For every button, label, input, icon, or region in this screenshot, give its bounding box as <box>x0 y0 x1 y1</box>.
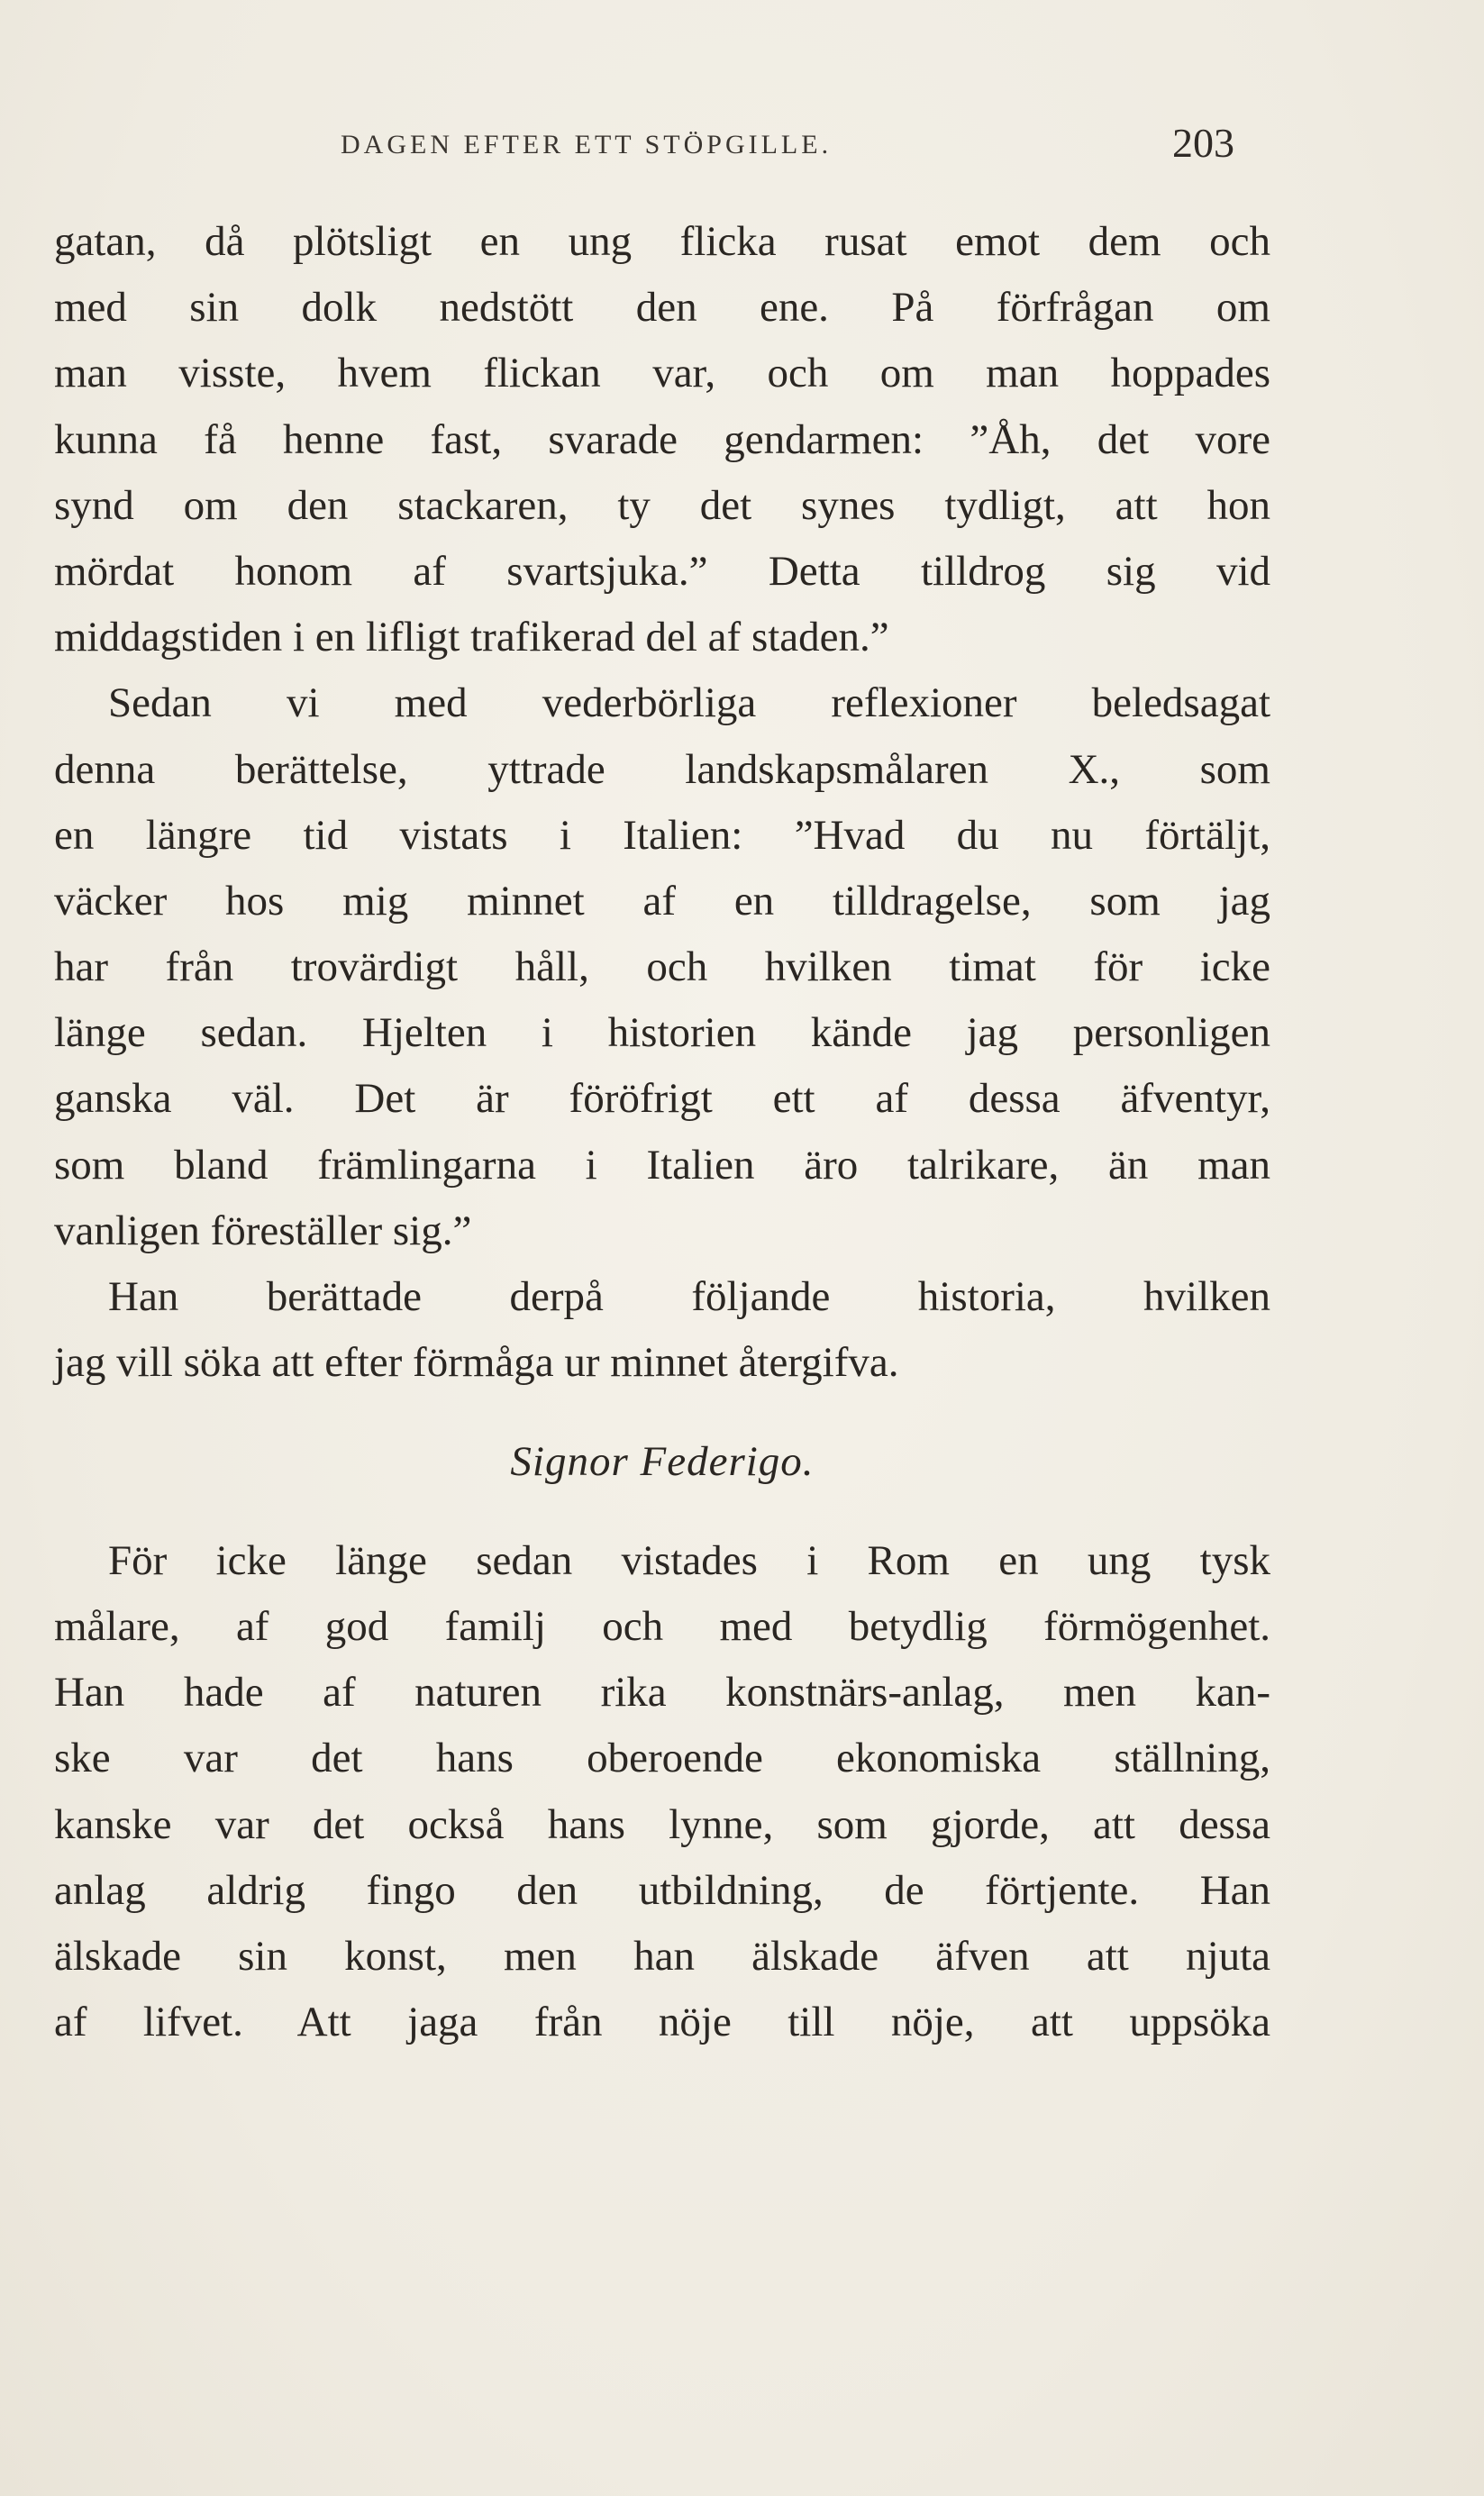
page-header <box>54 119 1234 173</box>
text-line: ganska väl. Det är föröfrigt ett af dessa äfventyr, <box>54 1075 1270 1123</box>
text-line: kanske var det också hans lynne, som gjorde, att dessa <box>54 1800 1270 1848</box>
running-head: DAGEN EFTER ETT STÖPGILLE. <box>341 130 833 159</box>
paragraph-2 <box>54 670 1270 1264</box>
text-line: denna berättelse, yttrade landskapsmålaren X., som <box>54 745 1270 793</box>
text-line: synd om den stackaren, ty det synes tydligt, att hon <box>54 481 1270 529</box>
text-line: Sedan vi med vederbörliga reflexioner beledsagat <box>108 679 1270 727</box>
text-line: kunna få henne fast, svarade gendarmen: ”Åh, det vore <box>54 415 1270 463</box>
body-text <box>54 209 1270 2055</box>
text-line: en längre tid vistats i Italien: ”Hvad du nu förtäljt, <box>54 811 1270 859</box>
text-line: gatan, då plötsligt en ung flicka rusat emot dem och <box>54 218 1270 265</box>
paragraph-1 <box>54 209 1270 670</box>
text-line: ske var det hans oberoende ekonomiska ställning, <box>54 1735 1270 1782</box>
text-line: För icke länge sedan vistades i Rom en ung tysk <box>108 1536 1270 1584</box>
section-title: Signor Federigo. <box>510 1438 815 1486</box>
text-line: väcker hos mig minnet af en tilldragelse, som jag <box>54 877 1270 925</box>
text-line: man visste, hvem flickan var, och om man hoppades <box>54 350 1270 397</box>
text-line: mördat honom af svartsjuka.” Detta tilldrog sig vid <box>54 547 1270 595</box>
text-line: vanligen föreställer sig.” <box>54 1207 472 1254</box>
text-line: som bland främlingarna i Italien äro talrikare, än man <box>54 1141 1270 1189</box>
text-line: har från trovärdigt håll, och hvilken timat för icke <box>54 943 1270 991</box>
text-line: anlag aldrig fingo den utbildning, de förtjente. Han <box>54 1866 1270 1914</box>
text-line: älskade sin konst, men han älskade äfven att njuta <box>54 1932 1270 1980</box>
text-line: af lifvet. Att jaga från nöje till nöje, att uppsöka <box>54 1999 1270 2046</box>
text-line: jag vill söka att efter förmåga ur minnet återgifva. <box>54 1339 899 1387</box>
page-number: 203 <box>1172 120 1234 166</box>
text-line: länge sedan. Hjelten i historien kände jag personligen <box>54 1009 1270 1057</box>
text-line: middagstiden i en lifligt trafikerad del af staden.” <box>54 614 889 661</box>
text-line: målare, af god familj och med betydlig förmögenhet. <box>54 1602 1270 1650</box>
text-line: Han hade af naturen rika konstnärs-anlag, men kan- <box>54 1669 1270 1717</box>
paragraph-4 <box>54 1528 1270 2056</box>
text-line: Han berättade derpå följande historia, hvilken <box>108 1273 1270 1320</box>
text-line: med sin dolk nedstött den ene. På förfrågan om <box>54 284 1270 332</box>
paragraph-3 <box>54 1264 1270 1396</box>
